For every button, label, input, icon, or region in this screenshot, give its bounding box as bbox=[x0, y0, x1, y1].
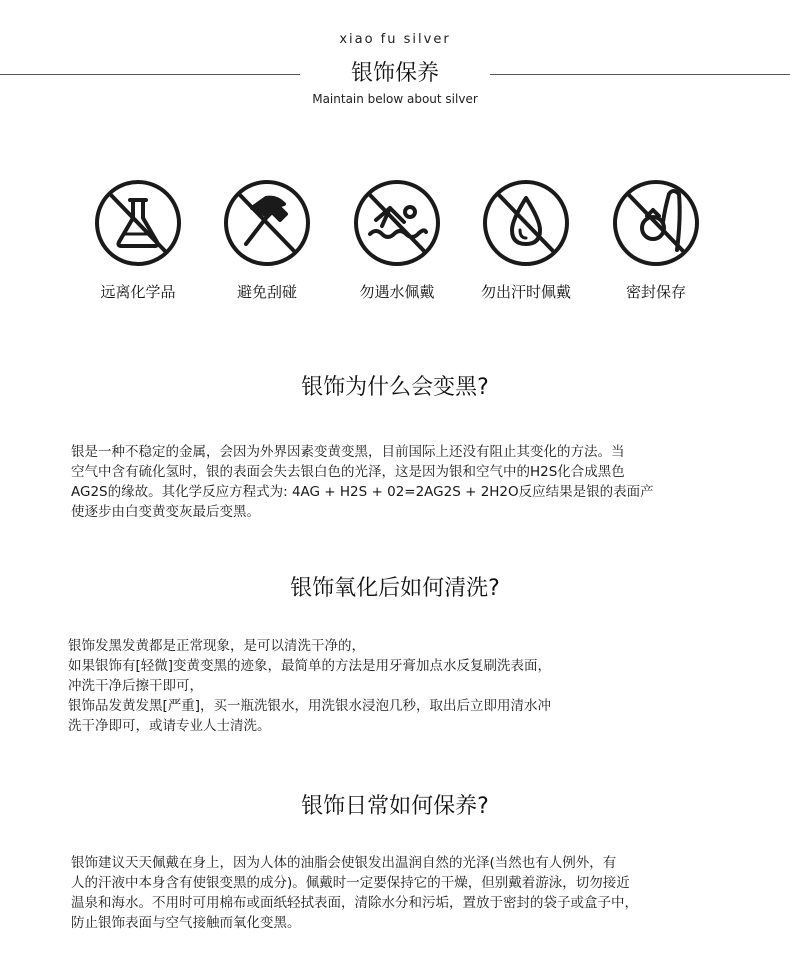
paragraph-line: 银饰发黑发黄都是正常现象，是可以清洗干净的， bbox=[68, 638, 365, 654]
care-label-scratch: 避免刮碰 bbox=[236, 283, 297, 301]
care-label-chemicals: 远离化学品 bbox=[100, 283, 176, 301]
paragraph-line: 冲洗干净后擦干即可， bbox=[68, 678, 203, 694]
paragraph-line: AG2S的缘故。其化学反应方程式为: 4AG + H2S + 02=2AG2S + 2H2O反应结果是银的表面产 bbox=[71, 484, 654, 500]
paragraph-line: 人的汗液中本身含有使银变黑的成分)。佩戴时一定要保持它的干燥，但别戴着游泳，切勿接近 bbox=[71, 875, 630, 891]
paragraph-line: 银饰品发黄发黑[严重]，买一瓶洗银水，用洗银水浸泡几秒，取出后立即用清水冲 bbox=[68, 698, 552, 714]
sweat-drop-prohibited-icon bbox=[481, 178, 571, 268]
page-title: 银饰保养 bbox=[350, 61, 439, 86]
care-label-sealed: 密封保存 bbox=[625, 283, 686, 301]
paragraph-line: 银是一种不稳定的金属，会因为外界因素变黄变黑，目前国际上还没有阻止其变化的方法。当 bbox=[71, 444, 625, 460]
section-title-cleaning: 银饰氧化后如何清洗? bbox=[290, 576, 500, 601]
paragraph-line: 防止银饰表面与空气接触而氧化变黑。 bbox=[71, 915, 301, 931]
flask-prohibited-icon bbox=[93, 178, 183, 268]
paragraph-line: 使逐步由白变黄变灰最后变黑。 bbox=[71, 504, 260, 520]
hammer-prohibited-icon bbox=[222, 178, 312, 268]
paragraph-line: 温泉和海水。不用时可用棉布或面纸轻拭表面，清除水分和污垢，置放于密封的袋子或盒子中， bbox=[71, 895, 638, 911]
care-label-sweat: 勿出汗时佩戴 bbox=[480, 283, 571, 301]
section-title-daily-care: 银饰日常如何保养? bbox=[301, 794, 489, 819]
page-subtitle: Maintain below about silver bbox=[312, 92, 478, 106]
paragraph-line: 如果银饰有[轻微]变黄变黑的迹象，最简单的方法是用牙膏加点水反复刷洗表面， bbox=[68, 658, 552, 674]
swimmer-prohibited-icon bbox=[352, 178, 442, 268]
ring-finger-prohibited-icon bbox=[611, 178, 701, 268]
paragraph-line: 洗干净即可，或请专业人士清洗。 bbox=[68, 718, 271, 734]
section-body-cleaning bbox=[68, 636, 551, 736]
section-title-why-black: 银饰为什么会变黑? bbox=[301, 375, 489, 400]
section-body-why-black bbox=[71, 442, 654, 522]
care-label-water: 勿遇水佩戴 bbox=[359, 283, 435, 301]
paragraph-line: 空气中含有硫化氢时，银的表面会失去银白色的光泽，这是因为银和空气中的H2S化合成黑色 bbox=[71, 464, 625, 480]
paragraph-line: 银饰建议天天佩戴在身上，因为人体的油脂会使银发出温润自然的光泽(当然也有人例外，有 bbox=[71, 855, 617, 871]
section-body-daily-care bbox=[71, 853, 638, 933]
brand-name: xiao fu silver bbox=[339, 32, 451, 47]
